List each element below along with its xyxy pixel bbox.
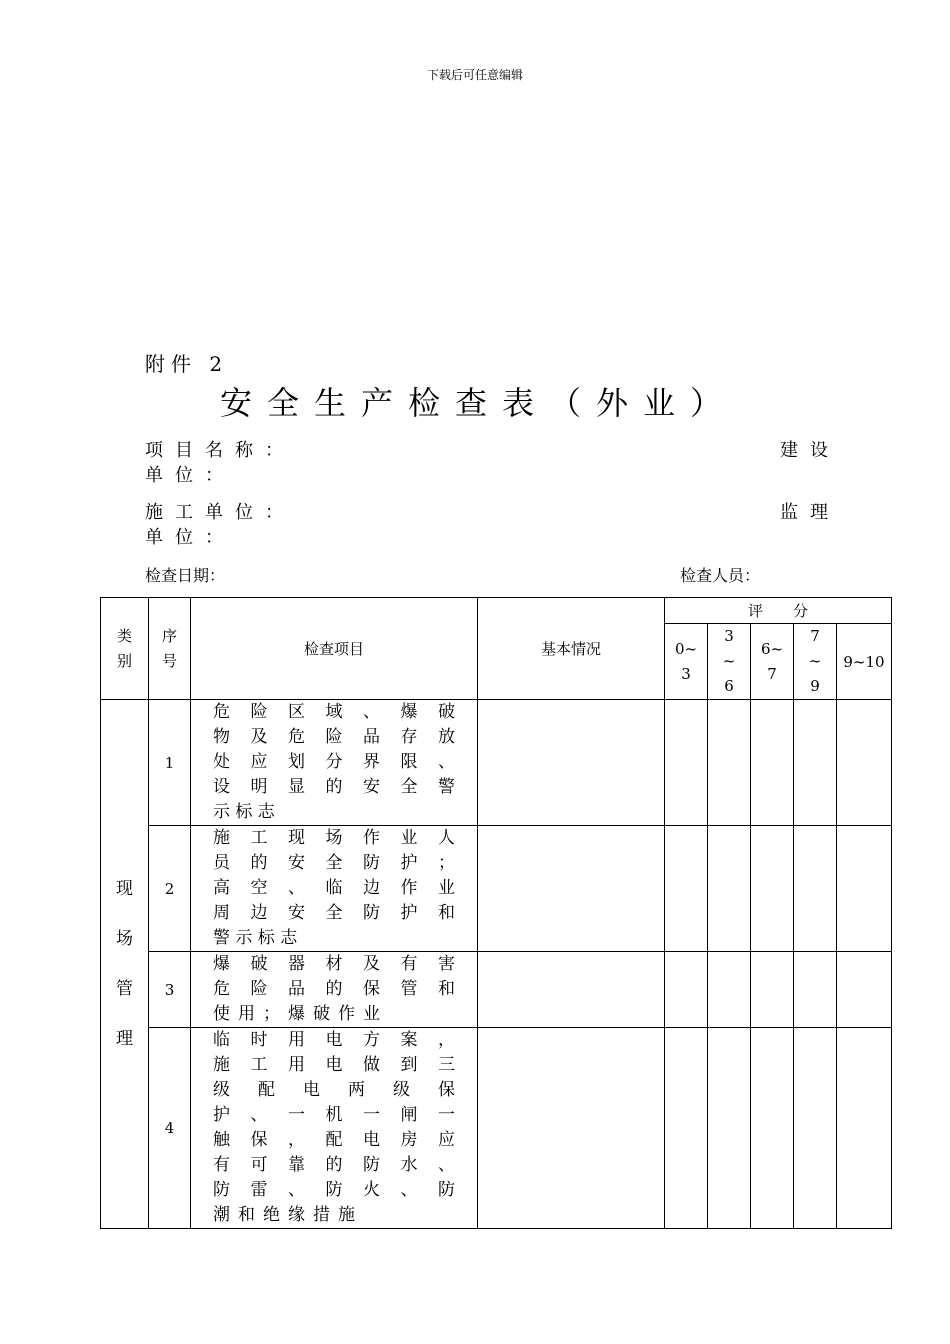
header-text: 序 (161, 626, 177, 645)
item-line: 防雷、防火、防 (213, 1180, 455, 1200)
item-line: 警 示 标 志 (213, 928, 298, 948)
score-range-3-6 (708, 624, 751, 700)
score-cell[interactable] (665, 700, 708, 826)
header-situation: 基本情况 (478, 598, 665, 700)
category-char: 场 (116, 929, 133, 949)
score-cell[interactable] (794, 700, 837, 826)
serial-cell: 1 (149, 700, 191, 826)
item-line: 示 标 志 (213, 802, 275, 822)
situation-cell[interactable] (478, 826, 665, 952)
item-line: 危险品的保管和 (213, 979, 455, 999)
category-char: 现 (116, 879, 133, 899)
item-line: 有可靠的防水、 (213, 1155, 455, 1175)
table-row (101, 826, 892, 952)
item-line: 员的安全防护； (213, 853, 455, 873)
item-cell (191, 952, 478, 1028)
score-cell[interactable] (794, 1028, 837, 1229)
item-cell (191, 700, 478, 826)
category-char: 理 (116, 1029, 133, 1049)
score-range-0-3 (665, 624, 708, 700)
construction-unit-label-cont: 单位： (145, 465, 235, 486)
table-row (101, 700, 892, 826)
header-text: 别 (116, 651, 132, 670)
score-cell[interactable] (751, 700, 794, 826)
score-cell[interactable] (708, 1028, 751, 1229)
attachment-label: 附件 2 (145, 352, 229, 376)
item-line: 处应划分界限、 (213, 752, 455, 772)
page-title: 安全生产检查表（外业） (220, 384, 738, 422)
item-line: 潮和绝缘措施 (213, 1205, 363, 1225)
score-cell[interactable] (837, 826, 892, 952)
header-item: 检查项目 (191, 598, 478, 700)
item-line: 施工用电做到三 (213, 1055, 455, 1075)
score-cell[interactable] (794, 826, 837, 952)
score-cell[interactable] (837, 700, 892, 826)
score-text: 7 (767, 664, 777, 683)
serial-cell: 3 (149, 952, 191, 1028)
item-line: 爆破器材及有害 (213, 954, 455, 974)
score-text: 0~ (674, 639, 698, 658)
score-range-7-9 (794, 624, 837, 700)
item-line: 物及危险品存放 (213, 727, 455, 747)
score-cell[interactable] (837, 952, 892, 1028)
item-line: 设明显的安全警 (213, 777, 455, 797)
score-text: 9 (810, 677, 820, 695)
score-cell[interactable] (837, 1028, 892, 1229)
item-line: 高空、临边作业 (213, 878, 455, 898)
header-serial (149, 598, 191, 700)
item-line: 危险区域、爆破 (213, 702, 455, 722)
header-text: 类 (116, 626, 132, 645)
score-cell[interactable] (751, 952, 794, 1028)
inspector-label: 检查人员： (680, 566, 761, 585)
score-text: 6~ (760, 639, 784, 658)
score-cell[interactable] (708, 700, 751, 826)
score-text: ~ (722, 652, 736, 670)
header-text: 号 (161, 651, 177, 670)
supervision-unit-label: 监理 (780, 502, 840, 523)
score-range-6-7 (751, 624, 794, 700)
table-row (101, 952, 892, 1028)
item-cell (191, 826, 478, 952)
item-line: 临时用电方案， (213, 1030, 455, 1050)
supervision-unit-label-cont: 单位： (145, 527, 235, 548)
item-line: 使用；爆破作业 (213, 1004, 388, 1024)
score-cell[interactable] (708, 952, 751, 1028)
score-text: 6 (724, 677, 734, 695)
header-note: 下载后可任意编辑 (426, 68, 523, 82)
score-text: 7 (810, 627, 820, 645)
score-cell[interactable] (665, 952, 708, 1028)
score-text: ~ (808, 652, 822, 670)
category-char: 管 (116, 979, 133, 999)
serial-cell: 2 (149, 826, 191, 952)
construction-unit-label: 建设 (780, 440, 840, 461)
header-score: 评 分 (665, 598, 892, 624)
item-line: 施工现场作业人 (213, 828, 455, 848)
header-category (101, 598, 149, 700)
table-row (101, 1028, 892, 1229)
item-line: 护、一机一闸一 (213, 1105, 455, 1125)
score-cell[interactable] (665, 826, 708, 952)
score-text: 3 (681, 664, 691, 683)
score-range-9-10: 9~10 (837, 624, 892, 700)
item-line: 触保，配电房应 (213, 1130, 455, 1150)
check-date-label: 检查日期： (145, 566, 226, 585)
item-line: 周边安全防护和 (213, 903, 455, 923)
score-cell[interactable] (751, 826, 794, 952)
category-cell (101, 700, 149, 1229)
score-cell[interactable] (794, 952, 837, 1028)
builder-unit-label: 施工单位： (145, 502, 295, 523)
situation-cell[interactable] (478, 952, 665, 1028)
score-cell[interactable] (665, 1028, 708, 1229)
situation-cell[interactable] (478, 1028, 665, 1229)
score-cell[interactable] (708, 826, 751, 952)
serial-cell: 4 (149, 1028, 191, 1229)
project-name-label: 项目名称： (145, 440, 295, 461)
item-cell (191, 1028, 478, 1229)
situation-cell[interactable] (478, 700, 665, 826)
score-cell[interactable] (751, 1028, 794, 1229)
item-line: 级配电两级保 (213, 1080, 455, 1100)
score-text: 3 (724, 627, 734, 645)
inspection-table (100, 597, 892, 1229)
